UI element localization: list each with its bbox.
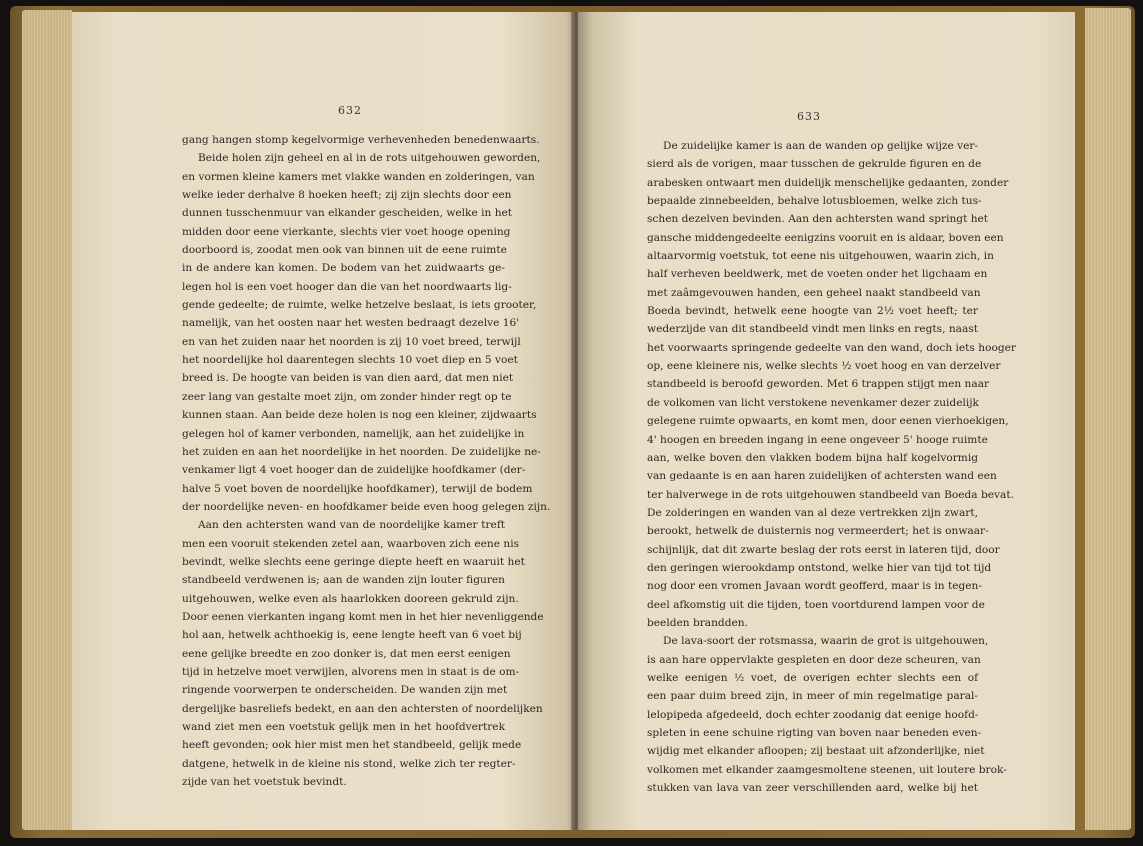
- text-line: venkamer ligt 4 voet hooger dan de zuidelijke hoofdkamer (der-: [182, 464, 526, 477]
- text-line: spleten in eene schuine rigting van boven naar beneden even-: [647, 727, 982, 739]
- text-line: De lava-soort der rotsmassa, waarin de grot is uitgehouwen,: [663, 635, 989, 648]
- left-page-text: [182, 131, 551, 791]
- text-line: midden door eene vierkante, slechts vier voet hooge opening: [182, 225, 511, 238]
- text-line: sierd als de vorigen, maar tusschen de gekrulde figuren en de: [647, 158, 982, 171]
- text-line: berookt, hetwelk de duisternis nog vermeerdert; het is onwaar-: [647, 525, 989, 538]
- text-line: standbeeld verdwenen is; aan de wanden zijn louter figuren: [182, 574, 505, 587]
- text-line: uitgehouwen, welke even als haarlokken dooreen gekruld zijn.: [182, 592, 519, 605]
- text-line: de volkomen van licht verstokene nevenkamer dezer zuidelijk: [647, 396, 979, 409]
- text-line: dergelijke basreliefs bedekt, en aan den achtersten of noordelijken: [182, 702, 543, 715]
- text-line: het zuiden en aan het noordelijke in het noorden. De zuidelijke ne-: [182, 445, 541, 458]
- text-line: Door eenen vierkanten ingang komt men in het hier nevenliggende: [182, 610, 544, 623]
- text-line: gansche middengedeelte eenigzins vooruit en is aldaar, boven een: [647, 231, 1004, 244]
- text-line: De zolderingen en wanden van al deze vertrekken zijn zwart,: [647, 506, 978, 519]
- text-line: legen hol is een voet hooger dan die van het noordwaarts lig-: [182, 280, 512, 293]
- text-line: het voorwaarts springende gedeelte van den wand, doch iets hooger: [647, 341, 1016, 354]
- text-line: ringende voorwerpen te onderscheiden. De wanden zijn met: [182, 684, 508, 697]
- text-line: op, eene kleinere nis, welke slechts ½ voet hoog en van derzelver: [647, 360, 1001, 373]
- text-line: welke ieder derhalve 8 hoeken heeft; zij zijn slechts door een: [182, 189, 512, 202]
- text-line: wand ziet men een voetstuk gelijk men in het hoofdvertrek: [182, 721, 505, 733]
- text-line: schen dezelven bevinden. Aan den achtersten wand springt het: [647, 213, 989, 226]
- text-line: ter halverwege in de rots uitgehouwen standbeeld van Boeda bevat.: [647, 488, 1014, 501]
- right-page-text: [647, 137, 1016, 797]
- text-line: Aan den achtersten wand van de noordelijke kamer treft: [198, 519, 505, 532]
- page-number-right: 633: [797, 110, 821, 123]
- text-line: bevindt, welke slechts eene geringe diepte heeft en waaruit het: [182, 555, 525, 568]
- text-line: datgene, hetwelk in de kleine nis stond, welke zich ter regter-: [182, 757, 516, 770]
- text-line: nog door een vromen Javaan wordt geofferd, maar is in tegen-: [647, 580, 982, 593]
- text-line: het noordelijke hol daarentegen slechts 10 voet diep en 5 voet: [182, 354, 518, 367]
- text-line: breed is. De hoogte van beiden is van dien aard, dat men niet: [182, 372, 514, 385]
- text-line: van gedaante is en aan haren zuidelijken of achtersten wand een: [647, 470, 997, 483]
- text-line: dunnen tusschenmuur van elkander gescheiden, welke in het: [182, 207, 513, 220]
- text-line: altaarvormig voetstuk, tot eene nis uitgehouwen, waarin zich, in: [647, 250, 994, 263]
- text-line: gelegen hol of kamer verbonden, namelijk, aan het zuidelijke in: [182, 427, 525, 440]
- text-line: deel afkomstig uit die tijden, toen voortdurend lampen voor de: [647, 598, 985, 611]
- text-line: is aan hare oppervlakte gespleten en door deze scheuren, van: [647, 653, 981, 666]
- text-line: gelegene ruimte opwaarts, en komt men, door eenen vierhoekigen,: [647, 415, 1009, 428]
- text-line: doorboord is, zoodat men ook van binnen uit de eene ruimte: [182, 244, 507, 257]
- text-line: De zuidelijke kamer is aan de wanden op gelijke wijze ver-: [663, 140, 979, 152]
- text-line: een paar duim breed zijn, in meer of min regelmatige paral-: [647, 690, 978, 703]
- text-line: in de andere kan komen. De bodem van het zuidwaarts ge-: [182, 262, 505, 275]
- text-line: wijdig met elkander afloopen; zij bestaat uit afzonderlijke, niet: [647, 745, 985, 758]
- text-line: en vormen kleine kamers met vlakke wanden en zolderingen, van: [182, 170, 535, 183]
- text-line: den geringen wierookdamp ontstond, welke hier van tijd tot tijd: [647, 561, 992, 574]
- text-line: beelden brandden.: [647, 616, 748, 629]
- text-line: volkomen met elkander zaamgesmoltene steenen, uit loutere brok-: [647, 763, 1007, 776]
- text-line: Beide holen zijn geheel en al in de rots uitgehouwen geworden,: [198, 152, 541, 165]
- text-line: der noordelijke neven- en hoofdkamer beide even hoog gelegen zijn.: [182, 500, 551, 513]
- left-page: [72, 12, 576, 830]
- text-line: standbeeld is beroofd geworden. Met 6 trappen stijgt men naar: [647, 378, 990, 391]
- text-line: aan, welke boven den vlakken bodem bijna half kogelvormig: [647, 451, 978, 464]
- text-line: kunnen staan. Aan beide deze holen is nog een kleiner, zijdwaarts: [182, 409, 537, 422]
- text-line: wederzijde van dit standbeeld vindt men links en regts, naast: [647, 323, 978, 336]
- text-line: 4' hoogen en breeden ingang in eene ongeveer 5' hooge ruimte: [647, 433, 988, 446]
- text-line: namelijk, van het oosten naar het westen bedraagt dezelve 16': [182, 317, 520, 330]
- text-line: lelopipeda afgedeeld, doch echter zoodanig dat eenige hoofd-: [647, 708, 979, 721]
- page-number-left: 632: [338, 104, 362, 117]
- text-line: bepaalde zinnebeelden, behalve lotusbloemen, welke zich tus-: [647, 195, 982, 208]
- text-line: tijd in hetzelve moet verwijlen, alvorens men in staat is de om-: [182, 665, 520, 678]
- text-line: men een vooruit stekenden zetel aan, waarboven zich eene nis: [182, 537, 520, 550]
- text-line: heeft gevonden; ook hier mist men het standbeeld, gelijk mede: [182, 739, 522, 752]
- page-edges-right: [1085, 8, 1131, 830]
- page-edges-left: [22, 10, 72, 830]
- text-line: arabesken ontwaart men duidelijk menschelijke gedaanten, zonder: [647, 176, 1009, 189]
- text-line: schijnlijk, dat dit zwarte beslag der rots eerst in lateren tijd, door: [647, 543, 1000, 556]
- text-line: halve 5 voet boven de noordelijke hoofdkamer), terwijl de bodem: [182, 482, 533, 495]
- text-line: en van het zuiden naar het noorden is zij 10 voet breed, terwijl: [182, 335, 521, 348]
- text-line: gende gedeelte; de ruimte, welke hetzelve beslaat, is iets grooter,: [182, 299, 537, 312]
- text-line: zeer lang van gestalte moet zijn, om zonder hinder regt op te: [182, 390, 512, 403]
- right-page: [578, 12, 1075, 830]
- text-line: stukken van lava van zeer verschillenden aard, welke bij het: [647, 782, 978, 795]
- text-line: welke eenigen ½ voet, de overigen echter slechts een of: [647, 671, 978, 684]
- text-line: gang hangen stomp kegelvormige verhevenheden benedenwaarts.: [182, 134, 540, 146]
- text-line: eene gelijke breedte en zoo donker is, dat men eerst eenigen: [182, 647, 511, 660]
- text-line: zijde van het voetstuk bevindt.: [182, 776, 347, 789]
- text-line: half verheven beeldwerk, met de voeten onder het ligchaam en: [647, 268, 988, 281]
- text-line: Boeda bevindt, hetwelk eene hoogte van 2½ voet heeft; ter: [647, 305, 978, 318]
- text-line: met zaâmgevouwen handen, een geheel naakt standbeeld van: [647, 286, 981, 299]
- text-line: hol aan, hetwelk achthoekig is, eene lengte heeft van 6 voet bij: [182, 629, 522, 642]
